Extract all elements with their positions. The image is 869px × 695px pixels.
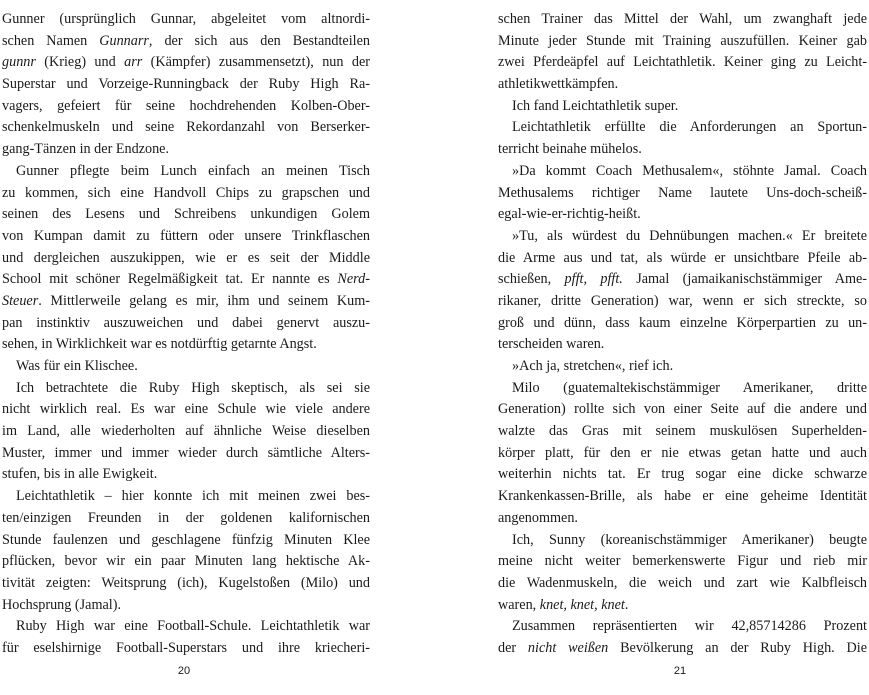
- text-line: schen Namen Gunnarr, der sich aus den Bestandteilen: [2, 32, 370, 49]
- text-line: zwei Pferdeäpfel auf Leichtathletik. Keiner ging zu Leicht-: [498, 54, 867, 71]
- italic-span: gunnr: [2, 54, 36, 71]
- text-line: Ruby High war eine Football-Schule. Leichtathletik war: [16, 618, 370, 635]
- italic-span: nicht weißen: [527, 639, 609, 656]
- text-line: Zusammen repräsentierten wir 42,85714286 Prozent: [512, 618, 867, 635]
- text-line: »Tu, als würdest du Dehnübungen machen.« Er breitete: [512, 227, 867, 244]
- text-line: vagers, gefeiert für seine hochdrehenden Kolben-Ober-: [2, 97, 370, 114]
- text-line: Leichtathletik – hier konnte ich mit meinen zwei bes-: [16, 488, 370, 505]
- text-line: nicht wirklich real. Es war eine Schule wie viele andere: [2, 401, 370, 418]
- italic-span: Gunnarr: [99, 32, 149, 49]
- text-line: terscheiden waren.: [498, 336, 605, 353]
- text-line: von Kumpan damit zu füttern oder unsere Trinkflaschen: [2, 227, 370, 244]
- text-line: waren, knet, knet, knet.: [498, 596, 629, 613]
- text-line: egal-wie-er-richtig-heißt.: [498, 206, 641, 223]
- text-line: tivität zeigten: Weitsprung (ich), Kugelstoßen (Milo) und: [2, 574, 370, 591]
- text-line: zu kommen, sich eine Handvoll Chips zu grapschen und: [2, 184, 370, 201]
- text-line: ten/einzigen Freunden in der goldenen kalifornischen: [2, 509, 370, 526]
- text-line: schen Trainer das Mittel der Wahl, um zwanghaft jede: [498, 11, 867, 27]
- text-line: Muster, immer und immer wieder durch sämtliche Alters-: [2, 444, 370, 461]
- italic-span: Steuer: [2, 292, 39, 309]
- text-line: walzte das Gras mit seinem muskulösen Superhelden-: [498, 423, 867, 440]
- text-line: angenommen.: [498, 509, 578, 526]
- text-line: groß und dünn, dass kaum einzelne Körperpartien zu un-: [498, 314, 867, 331]
- text-line: stufen, bis in alle Ewigkeit.: [2, 466, 158, 483]
- text-line: pflücken, bevor wir ein paar Minuten lang hektische Ak-: [2, 553, 370, 570]
- text-line: Gunner pflegte beim Lunch einfach an meinen Tisch: [16, 162, 370, 179]
- text-line: pan instinktiv auszuweichen und dabei genervt auszu-: [2, 314, 370, 331]
- text-line: im Land, alle wiederholten auf ähnliche Weise dieselben: [2, 423, 370, 440]
- text-line: Stunde faulenzen und geschlagene fünfzig Minuten Klee: [2, 531, 370, 548]
- text-line: Methusalems richtiger Name lautete Uns-doch-scheiß-: [498, 184, 867, 201]
- text-line: athletikwettkämpfen.: [498, 76, 619, 93]
- text-line: Minute jeder Stunde mit Training auszufüllen. Keiner gab: [498, 32, 867, 49]
- text-line: School mit schöner Regelmäßigkeit tat. Er nannte es Nerd-: [2, 271, 370, 288]
- text-line: »Ach ja, stretchen«, rief ich.: [512, 358, 674, 374]
- text-line: Gunner (ursprünglich Gunnar, abgeleitet vom altnordi-: [2, 11, 370, 27]
- text-line: für eselshirnige Football-Superstars und ihre kriecheri-: [2, 639, 370, 656]
- text-line: sehen, in Wirklichkeit war es notdürftig getarnte Angst.: [2, 336, 317, 353]
- text-line: meine nicht weiter bemerkenswerte Figur und rieb mir: [498, 553, 867, 570]
- text-line: Superstar und Vorzeige-Runningback der Ruby High Ra-: [2, 76, 370, 93]
- italic-span: Nerd-: [337, 271, 370, 288]
- text-line: Generation) rollte sich von einer Seite auf die andere und: [498, 401, 867, 418]
- text-line: »Da kommt Coach Methusalem«, stöhnte Jamal. Coach: [512, 162, 867, 179]
- text-line: schießen, pfft, pfft. Jamal (jamaikanischstämmiger Ame-: [498, 271, 867, 288]
- text-line: weiterhin nichts tat. Er trug sogar eine dicke schwarze: [498, 466, 867, 483]
- right-page-number: 21: [673, 665, 687, 677]
- text-line: rikaner, dritte Generation) war, wenn er sich streckte, so: [498, 292, 867, 309]
- text-line: Leichtathletik erfüllte die Anforderungen an Sportun-: [512, 119, 867, 136]
- text-line: gang-Tänzen in der Endzone.: [2, 141, 170, 158]
- text-line: seinen des Lesens und Schreibens unkundigen Golem: [2, 206, 370, 223]
- right-page-text: [498, 9, 867, 660]
- text-line: schenkelmuskeln und seine Rekordanzahl von Berserker-: [2, 119, 370, 136]
- text-line: Krankenkassen-Brille, als habe er eine geheime Identität: [498, 488, 867, 505]
- italic-span: arr: [124, 54, 143, 71]
- text-line: Steuer. Mittlerweile gelang es mir, ihm und seinem Kum-: [2, 292, 370, 309]
- text-line: der nicht weißen Bevölkerung an der Ruby High. Die: [498, 639, 867, 656]
- italic-span: knet, knet, knet: [539, 596, 625, 613]
- text-line: Ich, Sunny (koreanischstämmiger Amerikaner) beugte: [512, 531, 867, 548]
- text-line: und dergleichen auszukippen, wie er es seit der Middle: [2, 249, 370, 266]
- text-line: Milo (guatemaltekischstämmiger Amerikaner, dritte: [512, 379, 867, 396]
- left-page-number: 20: [177, 665, 191, 677]
- text-line: Ich betrachtete die Ruby High skeptisch, als sei sie: [16, 379, 370, 396]
- text-line: die Arme aus und tat, als würde er unsichtbare Pfeile ab-: [498, 249, 867, 266]
- text-line: körper platt, für den er nie etwas getan hatte und auch: [498, 444, 867, 461]
- left-page-text: [2, 9, 370, 660]
- text-line: terricht beinahe mühelos.: [498, 141, 642, 158]
- text-line: Ich fand Leichtathletik super.: [512, 97, 679, 114]
- text-line: Hochsprung (Jamal).: [2, 596, 121, 613]
- italic-span: pfft, pfft.: [564, 271, 623, 288]
- text-line: Was für ein Klischee.: [16, 358, 138, 374]
- text-line: gunnr (Krieg) und arr (Kämpfer) zusammensetzt), nun der: [2, 54, 370, 71]
- text-line: die Wadenmuskeln, die weich und zart wie Kalbfleisch: [498, 574, 867, 591]
